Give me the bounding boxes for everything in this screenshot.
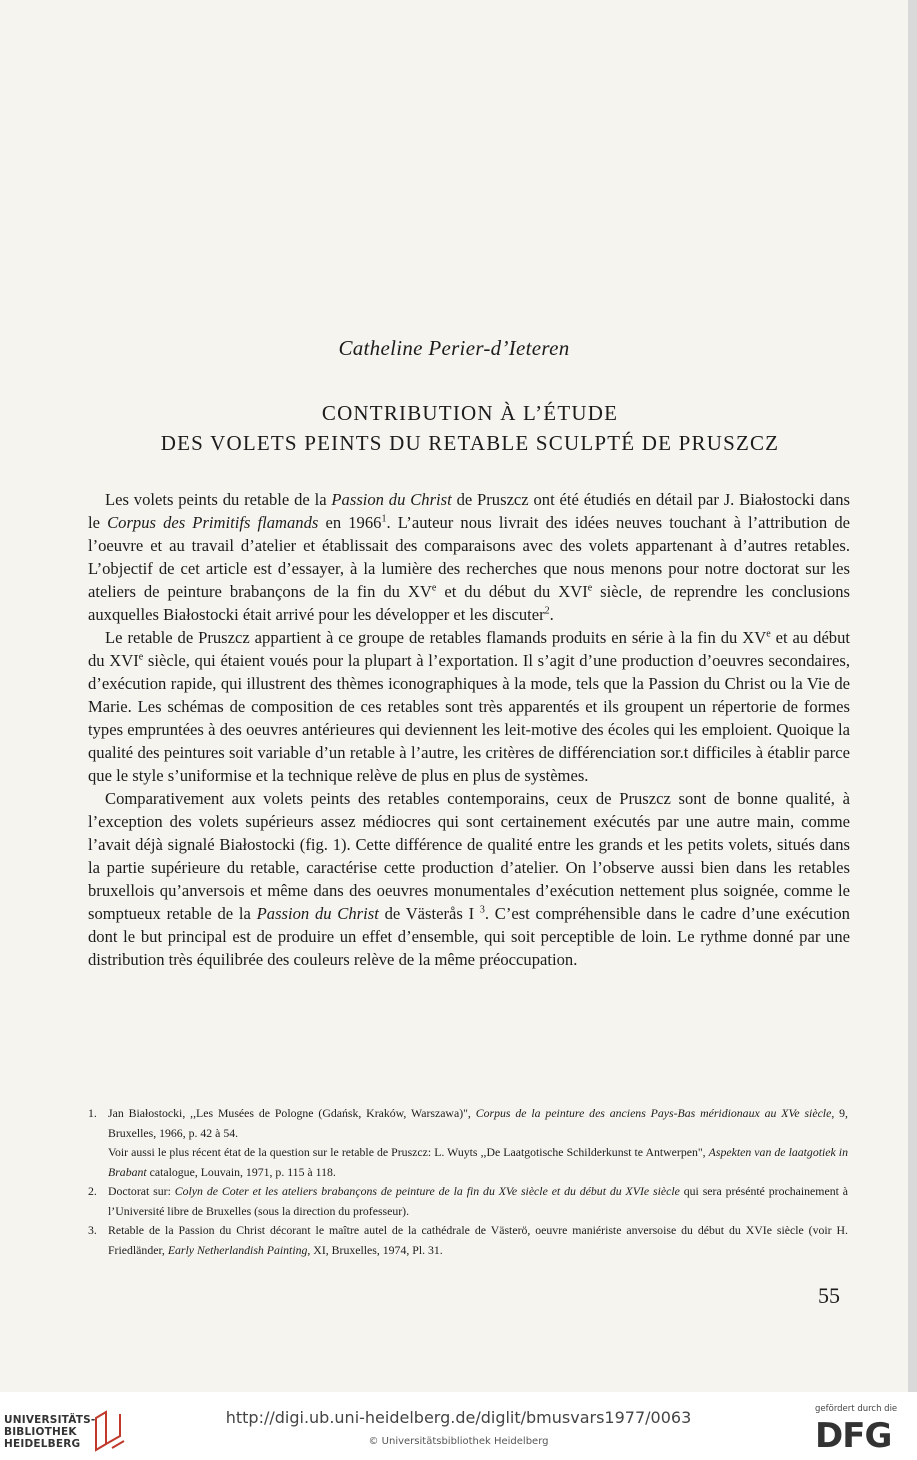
dfg-logo: DFG — [815, 1416, 892, 1456]
title-line-2: DES VOLETS PEINTS DU RETABLE SCULPTÉ DE PRUSZCZ — [160, 431, 780, 455]
permalink[interactable]: http://digi.ub.uni-heidelberg.de/diglit/bmusvars1977/0063 — [225, 1408, 692, 1427]
viewer-footer — [0, 1392, 917, 1460]
scan-edge — [908, 0, 917, 1392]
paragraph-1: Les volets peints du retable de la Passion du Christ de Pruszcz ont été étudiés en détail par J. Białostocki dans le Corpus des Primitifs flamands en 1966$^1$. L’auteur nous livrait des idées neuves touchant à l’attribution de l’oeuvre et au travail d’atelier et établissait des comparaisons avec des volets appartenant à d’autres retables. L’objectif de cet article est d’essayer, à la lumière des recherches que nous menons pour notre doctorat sur les ateliers de peinture brabançons de la fin du XVe et du début du XVIe siècle, de reprendre les conclusions auxquelles Białostocki était arrivé pour les développer et les discuter$^2$. — [88, 490, 850, 624]
footnote-1: 1. Jan Białostocki, ,,Les Musées de Pologne (Gdańsk, Kraków, Warszawa)", Corpus de la peinture des anciens Pays-Bas méridionaux au XVe siècle, 9, Bruxelles, 1966, p. 42 à 54. Voir aussi le plus récent état de la question sur le retable de Pruszcz: L. Wuyts ,,De Laatgotische Schilderkunst te Antwerpen", Aspekten van de laatgotiek in Brabant catalogue, Louvain, 1971, p. 115 à 118. — [88, 1106, 848, 1179]
paragraph-3: Comparativement aux volets peints des retables contemporains, ceux de Pruszcz sont de bonne qualité, à l’exception des volets supérieurs assez médiocres qui sont certainement exécutés par une autre main, comme l’avait déjà signalé Białostocki (fig. 1). Cette différence de qualité entre les grands et les petits volets, situés dans la partie supérieure du retable, caractérise cette production d’atelier. On l’observe aussi bien dans les retables bruxellois qu’anversois et même dans des oeuvres monumentales d’exécution nettement plus soignée, comme le somptueux retable de la Passion du Christ de Västerås I $^3$. C’est compréhensible dans le cadre d’une exécution dont le but principal est de produire un effet d’ensemble, qui soit perceptible de loin. Le rythme donné par une distribution très équilibrée des couleurs relève de la même préoccupation. — [88, 789, 850, 969]
library-name: UNIVERSITÄTS- BIBLIOTHEK HEIDELBERG — [4, 1414, 96, 1450]
footnote-2: 2. Doctorat sur: Colyn de Coter et les ateliers brabançons de peinture de la fin du XVe siècle et du début du XVIe siècle qui sera présénté prochainement à l’Université libre de Bruxelles (sous la direction du professeur). — [88, 1184, 849, 1218]
paragraph-2: Le retable de Pruszcz appartient à ce groupe de retables flamands produits en série à la fin du XVe et au début du XVIe siècle, qui étaient voués pour la plupart à l’exportation. Il s’agit d’une production d’oeuvres secondaires, d’exécution rapide, qui illustrent des thèmes iconographiques à la mode, tels que la Passion du Christ ou la Vie de Marie. Les schémas de composition de ces retables sont très apparentés et ils groupent un répertorie de formes types empruntées à des oeuvres antérieures qui deviennent les leit-motive des écoles qui les emploient. Quoique la qualité des peintures soit variable d’un retable à l’autre, les critères de différenciation sor.t difficiles à établir parce que le style s’uniformise et la technique relève de plus en plus de systèmes. — [88, 628, 851, 785]
footnote-ref-1[interactable]: 1 — [381, 513, 387, 525]
article-body — [88, 488, 850, 971]
footnote-3: 3. Retable de la Passion du Christ décorant le maître autel de la cathédrale de Västerö, oeuvre maniériste anversoise du début du XVIe siècle (voir H. Friedländer, Early Netherlandish Painting, XI, Bruxelles, 1974, Pl. 31. — [88, 1223, 848, 1257]
funder-caption: gefördert durch die — [815, 1404, 898, 1414]
author-name: Catheline Perier-d’Ieteren — [338, 336, 570, 360]
title-line-1: CONTRIBUTION À L’ÉTUDE — [321, 401, 619, 425]
footnotes — [88, 1104, 848, 1260]
footnote-ref-2[interactable]: 2 — [544, 605, 550, 617]
copyright-notice: © Universitätsbibliothek Heidelberg — [368, 1436, 549, 1447]
footnote-ref-3[interactable]: 3 — [479, 904, 485, 916]
page-number: 55 — [818, 1283, 840, 1308]
article-title — [0, 398, 917, 458]
